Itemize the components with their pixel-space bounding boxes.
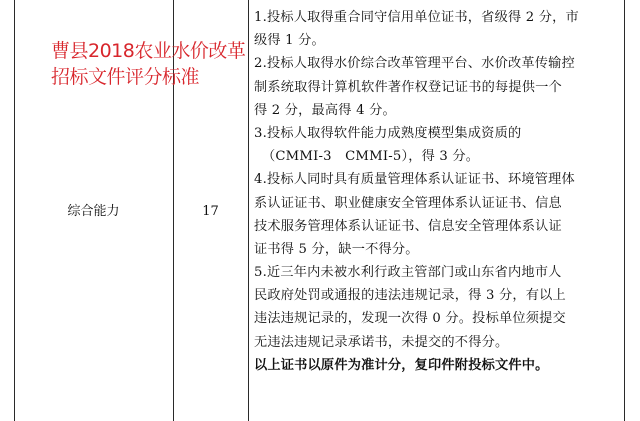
criteria-line: 4.投标人同时具有质量管理体系认证证书、环境管理体 [254, 172, 575, 188]
criteria-line: 制系统取得计算机软件著作权登记证书的每提供一个 [254, 79, 562, 95]
criteria-line: 证书得 5 分，缺一不得分。 [254, 241, 419, 257]
criteria-line: 违法违规记录的，发现一次得 0 分。投标单位须提交 [254, 311, 566, 327]
criteria-line: 得 2 分，最高得 4 分。 [254, 102, 396, 118]
criteria-line: 5.近三年内未被水利行政主管部门或山东省内地市人 [254, 265, 562, 281]
criteria-cell [254, 6, 620, 377]
criteria-line: 级得 1 分。 [254, 33, 325, 49]
table-border-right [624, 0, 625, 421]
criteria-line: 无违法违规记录承诺书，未提交的不得分。 [254, 334, 509, 350]
overlay-caption-line-2: 招标文件评分标准 [51, 66, 200, 88]
score-cell: 17 [202, 204, 219, 219]
overlay-caption [51, 38, 261, 90]
overlay-caption-line-1: 曹县2018农业水价改革 [51, 40, 246, 62]
criteria-note: 以上证书以原件为准计分，复印件附投标文件中。 [254, 357, 549, 373]
criteria-line: 2.投标人取得水价综合改革管理平台、水价改革传输控 [254, 56, 575, 72]
criteria-line: 民政府处罚或通报的违法违规记录，得 3 分，有以上 [254, 288, 566, 304]
criteria-line: 系认证证书、职业健康安全管理体系认证证书、信息 [254, 195, 562, 211]
criteria-line: 3.投标人取得软件能力成熟度模型集成资质的 [254, 125, 522, 141]
criteria-line: 1.投标人取得重合同守信用单位证书，省级得 2 分，市 [254, 10, 579, 25]
criteria-line: 技术服务管理体系认证证书、信息安全管理体系认证 [254, 218, 562, 234]
criteria-line: （CMMI-3 CMMI-5），得 3 分。 [262, 149, 480, 165]
category-cell: 综合能力 [67, 204, 120, 219]
